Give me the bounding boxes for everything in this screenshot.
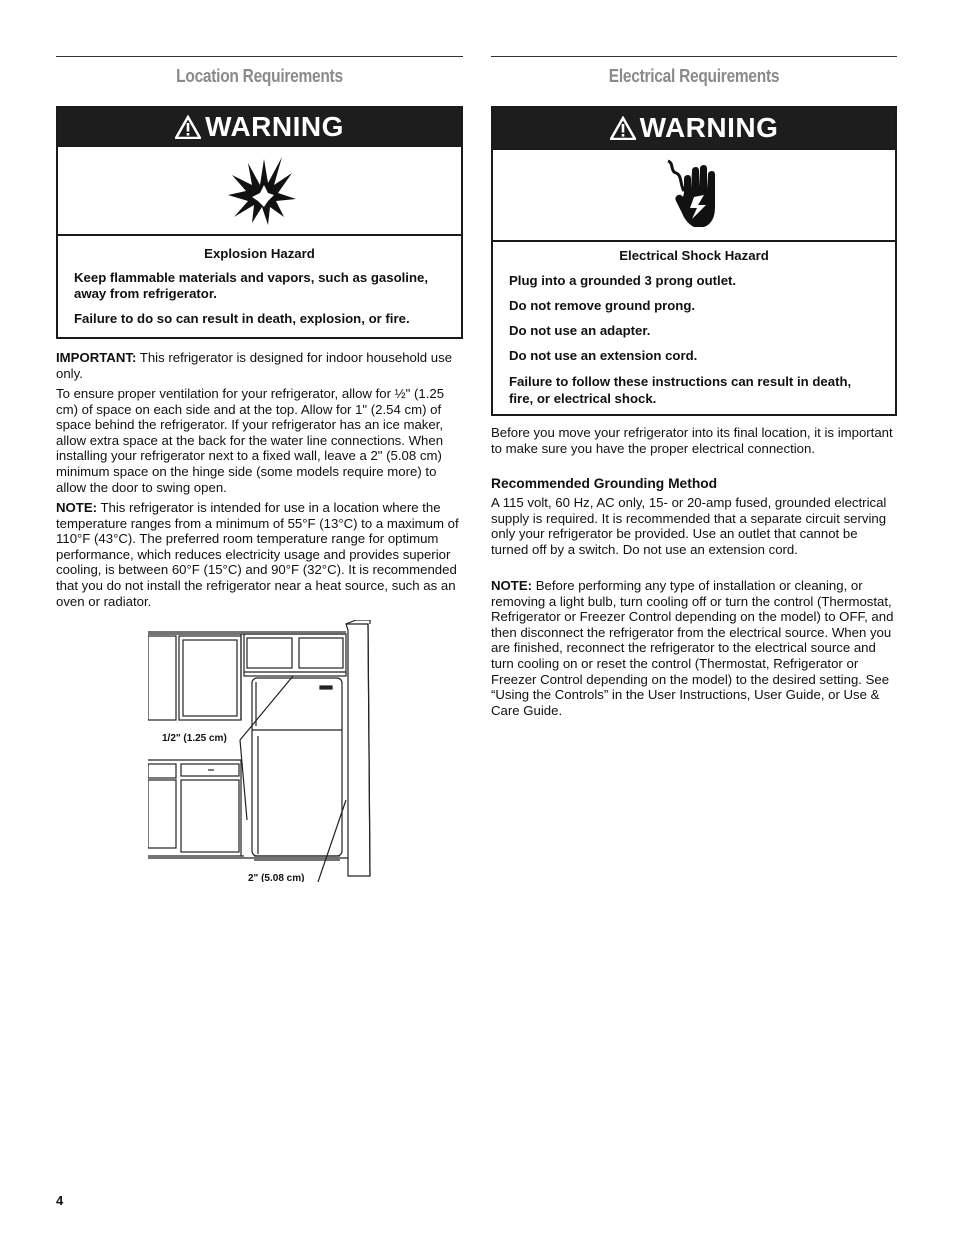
warning-line: Do not use an adapter. [509, 323, 651, 338]
location-requirements-title: Location Requirements [176, 66, 343, 86]
warning-line: Keep flammable materials and vapors, such as gasoline, away from refrigerator. [74, 270, 429, 301]
important-text: This refrigerator is designed for indoor household use only. [56, 350, 453, 381]
electrical-warning-body [493, 242, 895, 407]
warning-line: Do not remove ground prong. [509, 298, 696, 313]
warning-header [58, 108, 461, 145]
half-inch-label: 1/2" (1.25 cm) [162, 733, 227, 744]
electric-shock-icon-area [493, 148, 895, 242]
ventilation-paragraph: To ensure proper ventilation for your refrigerator, allow for ½" (1.25 cm) of space on each side and at the top. Allow for 1" (2.54 cm) of space behind the refrigerator. If your refrigerator has an ice maker, allow extra space at the back for the water line connections. When installing your refrigerator next to a fixed wall, leave a 2" (5.08 cm) minimum space on the hinge side (some models require more) to allow the door to swing open. [56, 386, 445, 495]
warning-triangle-icon [610, 116, 636, 140]
important-label: IMPORTANT: [56, 350, 137, 365]
warning-header-text: WARNING [639, 112, 779, 143]
note-text: Before performing any type of installation or cleaning, or removing a light bulb, turn cooling off or turn the control (Thermostat, Refrigerator or Freezer Control depending on the model) to OFF, and then disconnect the refrigerator from the electrical source. When you are finished, reconnect the refrigerator to the electrical source and turn cooling on or reset the control (Thermostat, Refrigerator or Freezer Control depending on the model) to the desired setting. See “Using the Controls” in the User Instructions, User Guide, or Use & Care Guide. [491, 578, 894, 718]
electrical-warning-box [491, 106, 897, 416]
grounding-heading: Recommended Grounding Method [491, 476, 718, 491]
warning-line: Plug into a grounded 3 prong outlet. [509, 273, 737, 288]
electrical-requirements-title: Electrical Requirements [608, 66, 780, 86]
temperature-note-paragraph [56, 500, 463, 609]
warning-line: Failure to do so can result in death, explosion, or fire. [74, 311, 410, 326]
warning-line: Do not use an extension cord. [509, 348, 698, 363]
important-paragraph [56, 350, 463, 381]
explosion-icon [224, 155, 296, 227]
electric-shock-hand-icon [664, 157, 724, 233]
grounding-paragraph: A 115 volt, 60 Hz, AC only, 15- or 20-amp fused, grounded electrical supply is required. It is recommended that a separate circuit serving only your refrigerator be provided. Use an outlet that cannot be turned off by a switch. Do not use an extension cord. [491, 495, 887, 557]
note-label: NOTE: [56, 500, 98, 515]
warning-triangle-icon [175, 115, 201, 139]
warning-header-text: WARNING [205, 110, 344, 142]
explosion-warning-body [58, 236, 461, 327]
two-inch-label: 2" (5.08 cm) [248, 873, 305, 882]
intro-paragraph: Before you move your refrigerator into its final location, it is important to make sure you have the proper electrical connection. [491, 425, 893, 456]
note-label: NOTE: [491, 578, 533, 593]
right-top-rule [491, 56, 897, 57]
note-text: This refrigerator is intended for use in a location where the temperature ranges from a minimum of 55°F (13°C) to a maximum of 110°F (43°C). The preferred room temperature range for optimum performance, which reduces electricity usage and provides superior cooling, is between 60°F (15°C) and 90°F (32°C). It is recommended that you do not install the refrigerator near a heat source, such as an oven or radiator. [56, 500, 459, 609]
page-number: 4 [56, 1193, 64, 1208]
warning-line: Failure to follow these instructions can result in death, fire, or electrical shock. [509, 374, 852, 406]
warning-header [493, 108, 895, 148]
left-top-rule [56, 56, 463, 57]
hazard-title: Explosion Hazard [204, 246, 315, 261]
hazard-title: Electrical Shock Hazard [619, 248, 769, 263]
refrigerator-clearance-diagram [148, 620, 376, 882]
electrical-note-paragraph [491, 578, 897, 718]
explosion-warning-box [56, 106, 463, 339]
explosion-icon-area [58, 145, 461, 236]
